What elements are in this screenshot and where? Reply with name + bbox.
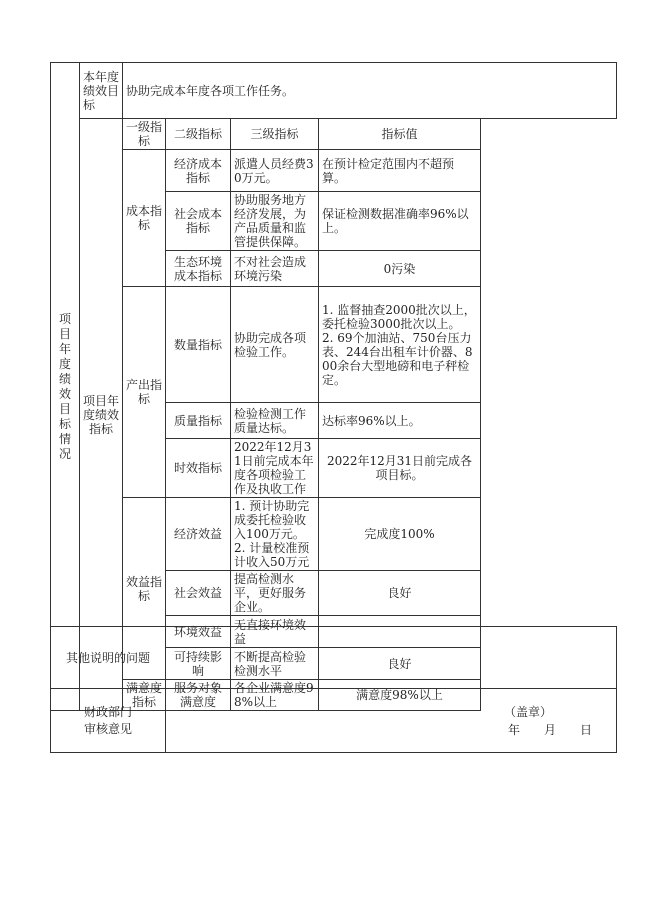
output-level3: 2022年12月31日前完成本年度各项检验工作及执收工作 xyxy=(231,439,319,498)
benefit-value: 完成度100% xyxy=(319,498,481,571)
header-level1: 一级指标 xyxy=(123,119,166,150)
benefit-value: 良好 xyxy=(319,571,481,616)
output-level1: 产出指标 xyxy=(123,287,166,498)
satisfaction-level1: 满意度指标 xyxy=(123,680,166,711)
annual-goal-text: 协助完成本年度各项工作任务。 xyxy=(123,63,617,119)
output-level2: 质量指标 xyxy=(166,403,231,439)
satisfaction-level3: 各企业满意度98%以上 xyxy=(231,680,319,711)
output-level3: 检验检测工作质量达标。 xyxy=(231,403,319,439)
finance-opinion xyxy=(166,689,617,753)
seal-text: （盖章） xyxy=(503,704,552,719)
cost-level2: 经济成本指标 xyxy=(166,150,231,192)
cost-level3: 派遣人员经费30万元。 xyxy=(231,150,319,192)
bottom-table xyxy=(50,626,617,753)
output-level2: 时效指标 xyxy=(166,439,231,498)
benefit-level3: 不断提高检验检测水平 xyxy=(231,648,319,680)
benefit-level2: 可持续影响 xyxy=(166,648,231,680)
output-value: 2022年12月31日前完成各项目标。 xyxy=(319,439,481,498)
header-level2: 二级指标 xyxy=(166,119,231,150)
cost-level3: 协助服务地方经济发展，为产品质量和监管提供保障。 xyxy=(231,192,319,251)
cost-value: 0污染 xyxy=(319,251,481,287)
output-value: 达标率96%以上。 xyxy=(319,403,481,439)
section-label-cell xyxy=(51,63,80,711)
output-level3: 协助完成各项检验工作。 xyxy=(231,287,319,403)
benefit-level2: 经济效益 xyxy=(166,498,231,571)
cost-level3: 不对社会造成环境污染 xyxy=(231,251,319,287)
benefit-level3: 无直接环境效益 xyxy=(231,616,319,648)
output-level2: 数量指标 xyxy=(166,287,231,403)
benefit-value: 良好 xyxy=(319,648,481,680)
other-text xyxy=(166,627,617,689)
cost-level1: 成本指标 xyxy=(123,150,166,287)
benefit-level2: 环境效益 xyxy=(166,616,231,648)
cost-value: 保证检测数据准确率96%以上。 xyxy=(319,192,481,251)
performance-goal-table xyxy=(50,62,617,711)
cost-level2: 生态环境成本指标 xyxy=(166,251,231,287)
date-text: 年 月 日 xyxy=(507,722,592,737)
annual-goal-label: 本年度绩效目标 xyxy=(80,63,123,119)
benefit-level1: 效益指标 xyxy=(123,498,166,680)
finance-label: 财政部门审核意见 xyxy=(51,689,166,753)
header-value: 指标值 xyxy=(319,119,481,150)
indicator-label: 项目年度绩效指标 xyxy=(80,119,123,711)
header-level3: 三级指标 xyxy=(231,119,319,150)
cost-level2: 社会成本指标 xyxy=(166,192,231,251)
other-label: 其他说明的问题 xyxy=(51,627,166,689)
satisfaction-level2: 服务对象满意度 xyxy=(166,680,231,711)
cost-value: 在预计检定范围内不超预算。 xyxy=(319,150,481,192)
benefit-level3: 提高检测水平，更好服务企业。 xyxy=(231,571,319,616)
satisfaction-value: 满意度98%以上 xyxy=(319,680,481,711)
section-label: 项目年度绩效目标情况 xyxy=(58,311,71,461)
output-value: 1. 监督抽查2000批次以上，委托检验3000批次以上。 2. 69个加油站、750台压力表、244台出租车计价器、800余台大型地磅和电子秤检定。 xyxy=(319,287,481,403)
benefit-level3: 1. 预计协助完成委托检验收入100万元。 2. 计量校准预计收入50万元 xyxy=(231,498,319,571)
benefit-level2: 社会效益 xyxy=(166,571,231,616)
